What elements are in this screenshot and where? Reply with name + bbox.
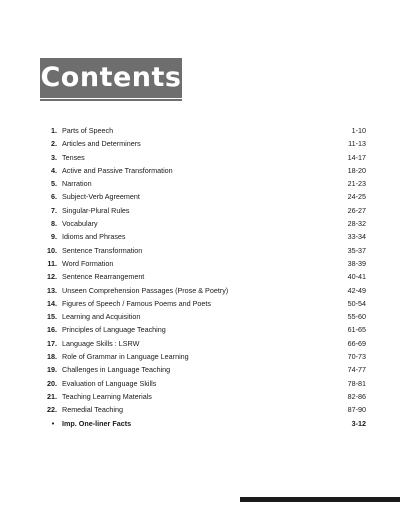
- toc-entry-number: 12.: [47, 272, 57, 282]
- toc-entry-title: Figures of Speech / Famous Poems and Poets: [62, 298, 212, 308]
- toc-entry-pages: 3-12: [351, 418, 366, 428]
- toc-entry-number: 21.: [47, 391, 57, 401]
- toc-entry-title: Active and Passive Transformation: [62, 165, 173, 175]
- toc-entry-pages: 74-77: [347, 365, 366, 375]
- heading-underline: [40, 99, 182, 101]
- toc-entry-pages: 50-54: [347, 298, 366, 308]
- toc-entry[interactable]: [40, 230, 366, 243]
- toc-entry-pages: 14-17: [347, 152, 366, 162]
- toc-entry-number: 8.: [51, 219, 57, 229]
- toc-entry-title: Evaluation of Language Skills: [62, 378, 157, 388]
- toc-entry-title: Role of Grammar in Language Learning: [62, 352, 189, 362]
- toc-entry-pages: 66-69: [347, 338, 366, 348]
- toc-entry[interactable]: [40, 377, 366, 390]
- toc-entry-number: 10.: [47, 245, 57, 255]
- toc-entry[interactable]: [40, 403, 366, 416]
- toc-entry-number: 9.: [51, 232, 57, 242]
- toc-entry-title: Learning and Acquisition: [62, 312, 141, 322]
- toc-entry-title: Singular-Plural Rules: [62, 205, 130, 215]
- toc-entry-pages: 82-86: [347, 391, 366, 401]
- table-of-contents: [40, 124, 366, 430]
- toc-entry-pages: 55-60: [347, 312, 366, 322]
- toc-entry[interactable]: [40, 337, 366, 350]
- toc-entry-number: 13.: [47, 285, 57, 295]
- toc-entry-number: 15.: [47, 312, 57, 322]
- toc-entry-pages: 1-10: [351, 126, 366, 135]
- toc-entry-pages: 26-27: [347, 205, 366, 215]
- footer-bar: [240, 497, 400, 502]
- toc-entry-pages: 38-39: [347, 258, 366, 268]
- toc-entry-title: Parts of Speech: [62, 126, 114, 135]
- toc-entry-number: 19.: [47, 365, 57, 375]
- toc-entry-pages: 28-32: [347, 219, 366, 229]
- toc-entry[interactable]: [40, 297, 366, 310]
- toc-entry[interactable]: [40, 270, 366, 283]
- toc-entry[interactable]: [40, 124, 366, 137]
- toc-entry-number: 20.: [47, 378, 57, 388]
- toc-entry-pages: 42-49: [347, 285, 366, 295]
- toc-entry-one-liner-facts[interactable]: [40, 417, 366, 430]
- toc-entry-pages: 18-20: [347, 165, 366, 175]
- toc-entry[interactable]: [40, 363, 366, 376]
- toc-entry-title: Challenges in Language Teaching: [62, 365, 171, 375]
- toc-entry-title: Vocabulary: [62, 219, 98, 229]
- toc-entry-title: Teaching Learning Materials: [62, 391, 152, 401]
- toc-entry[interactable]: [40, 137, 366, 150]
- toc-entry[interactable]: [40, 217, 366, 230]
- toc-entry-title: Subject-Verb Agreement: [62, 192, 140, 202]
- toc-entry[interactable]: [40, 190, 366, 203]
- toc-entry-title: Sentence Rearrangement: [62, 272, 145, 282]
- toc-entry-title: Remedial Teaching: [62, 405, 123, 415]
- contents-heading-block: [40, 58, 182, 100]
- toc-entry-title: Articles and Determiners: [62, 139, 141, 149]
- toc-entry-pages: 78-81: [347, 378, 366, 388]
- toc-entry-number: 1.: [51, 126, 57, 135]
- toc-entry-number: 11.: [47, 258, 57, 268]
- toc-entry-pages: 40-41: [347, 272, 366, 282]
- toc-entry[interactable]: [40, 257, 366, 270]
- toc-entry-title: Tenses: [62, 152, 85, 162]
- page-title: Contents: [40, 62, 182, 93]
- toc-entry-number: 16.: [47, 325, 57, 335]
- toc-entry-title: Imp. One-liner Facts: [62, 418, 132, 428]
- toc-entry-pages: 61-65: [347, 325, 366, 335]
- toc-entry-number: 18.: [47, 352, 57, 362]
- bullet-icon: •: [51, 418, 55, 428]
- toc-entry[interactable]: [40, 151, 366, 164]
- toc-entry-number: 17.: [47, 338, 57, 348]
- toc-entry-pages: 35-37: [347, 245, 366, 255]
- toc-entry-title: Unseen Comprehension Passages (Prose & Poetry): [62, 285, 229, 295]
- toc-entry-number: 6.: [51, 192, 57, 202]
- toc-entry[interactable]: [40, 177, 366, 190]
- toc-entry[interactable]: [40, 164, 366, 177]
- toc-entry-pages: 33-34: [347, 232, 366, 242]
- toc-entry-title: Idioms and Phrases: [62, 232, 126, 242]
- toc-entry[interactable]: [40, 284, 366, 297]
- toc-entry-title: Principles of Language Teaching: [62, 325, 166, 335]
- toc-entry[interactable]: [40, 390, 366, 403]
- toc-entry-title: Word Formation: [62, 258, 114, 268]
- toc-entry-pages: 11-13: [348, 139, 366, 149]
- toc-entry-number: 7.: [51, 205, 57, 215]
- toc-entry[interactable]: [40, 310, 366, 323]
- toc-entry-number: 3.: [51, 152, 57, 162]
- toc-entry-title: Sentence Transformation: [62, 245, 143, 255]
- toc-entry-number: 2.: [51, 139, 57, 149]
- toc-entry-number: 14.: [47, 298, 57, 308]
- toc-entry-number: 4.: [51, 165, 57, 175]
- toc-entry-title: Narration: [62, 179, 92, 189]
- toc-entry-pages: 87-90: [347, 405, 366, 415]
- toc-entry-number: 5.: [51, 179, 57, 189]
- toc-entry-pages: 21-23: [347, 179, 366, 189]
- toc-entry[interactable]: [40, 350, 366, 363]
- toc-entry-pages: 70-73: [347, 352, 366, 362]
- toc-entry-number: 22.: [47, 405, 57, 415]
- toc-entry[interactable]: [40, 204, 366, 217]
- toc-entry[interactable]: [40, 244, 366, 257]
- toc-entry-pages: 24-25: [347, 192, 366, 202]
- toc-entry[interactable]: [40, 323, 366, 336]
- toc-entry-title: Language Skills : LSRW: [62, 338, 140, 348]
